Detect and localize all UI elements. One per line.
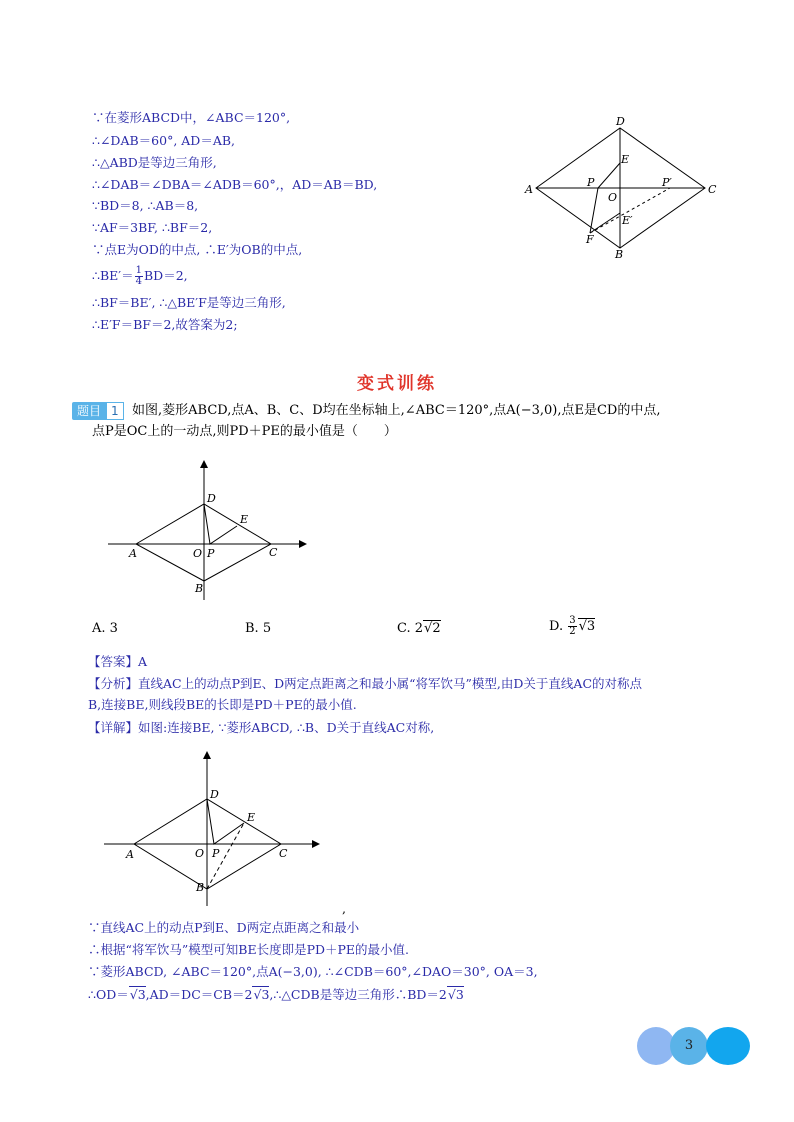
section-heading: 变式训练 (357, 374, 437, 394)
solution-line: ∵AF＝3BF, ∴BF＝2, (92, 220, 213, 235)
option-c[interactable] (397, 620, 441, 638)
stray-comma: , (342, 901, 346, 916)
question-line: 点P是OC上的一动点,则PD＋PE的最小值是（ ） (92, 424, 397, 439)
solution-line: ∵BD＝8, ∴AB＝8, (92, 198, 199, 213)
label-b: B (196, 881, 205, 894)
solution-line-last (88, 987, 464, 1003)
label-a: A (129, 547, 137, 560)
label-d: D (210, 788, 219, 801)
label-c: C (269, 546, 278, 559)
sqrt-sign: √3 (253, 987, 270, 1002)
label-a: A (126, 848, 134, 861)
label-c: C (708, 183, 717, 196)
solution-line: ∵菱形ABCD, ∠ABC＝120°,点A(−3,0), ∴∠CDB＝60°,∠DAO＝30°, OA＝3, (88, 964, 538, 979)
segment-fe2 (590, 213, 620, 233)
sqrt-sign: √3 (578, 619, 596, 634)
label-p: P (212, 847, 220, 860)
label-b: B (615, 248, 624, 261)
option-b[interactable]: B. 5 (245, 621, 272, 636)
sqrt-sign: √2 (424, 621, 441, 636)
solution-line: ∵在菱形ABCD中，∠ABC＝120°, (92, 110, 291, 125)
solution-line-fraction (92, 266, 188, 287)
analysis-line: 【分析】直线AC上的动点P到E、D两定点距离之和最小属“将军饮马”模型,由D关于直线AC的对称点 (88, 676, 643, 691)
fraction (135, 266, 143, 287)
label-f: F (586, 233, 594, 246)
solution-text: ,∴△CDB是等边三角形∴BD＝2 (269, 987, 447, 1002)
path-dpe (204, 504, 237, 544)
label-o: O (608, 191, 618, 204)
fraction-denominator: 2 (569, 626, 576, 637)
fraction (568, 616, 576, 637)
label-a: A (525, 183, 533, 196)
radicand: 2 (432, 621, 441, 636)
page-number: 3 (684, 1038, 694, 1053)
solution-line: ∴根据“将军饮马”模型可知BE长度即是PD＋PE的最小值. (88, 942, 410, 957)
radicand: 3 (137, 987, 146, 1002)
solution-line: ∴E′F＝BF＝2,故答案为2; (92, 317, 238, 332)
circle-decoration (706, 1027, 750, 1065)
question-line: 如图,菱形ABCD,点A、B、C、D均在坐标轴上,∠ABC＝120°,点A(−3,0),点E是CD的中点, (132, 403, 661, 418)
option-d-text: D. (549, 619, 568, 634)
solution-text: ,AD＝DC＝CB＝2 (145, 987, 253, 1002)
radicand: 3 (586, 619, 596, 634)
fraction-denominator: 4 (135, 276, 142, 287)
path-dpe (207, 799, 244, 844)
coordinate-figure-solution (96, 748, 326, 908)
radicand: 3 (455, 987, 464, 1002)
question-badge-label: 题目 (72, 402, 106, 420)
radicand: 3 (261, 987, 270, 1002)
label-d: D (616, 115, 625, 128)
option-d[interactable] (549, 616, 595, 637)
option-c-text: C. 2 (397, 621, 424, 636)
detail-line: 【详解】如图:连接BE, ∵菱形ABCD, ∴B、D关于直线AC对称, (88, 720, 435, 735)
label-e-prime: E′ (622, 214, 633, 227)
fraction-numerator: 1 (135, 265, 142, 276)
sqrt-sign: √3 (129, 987, 146, 1002)
label-d: D (207, 492, 216, 505)
label-p: P (587, 176, 595, 189)
label-b: B (195, 582, 204, 595)
rhombus-figure-top (515, 115, 725, 265)
question-badge-number: 1 (106, 402, 124, 420)
solution-line: ∴△ABD是等边三角形, (92, 155, 217, 170)
label-p-prime: P′ (662, 176, 672, 189)
coordinate-figure (100, 455, 320, 603)
label-o: O (195, 847, 205, 860)
label-e: E (247, 811, 256, 824)
answer-line: 【答案】A (88, 654, 148, 669)
solution-line: ∵直线AC上的动点P到E、D两定点距离之和最小 (88, 920, 360, 935)
label-p: P (207, 547, 215, 560)
question-badge (72, 402, 124, 420)
solution-line: ∴∠DAB＝60°, AD＝AB, (92, 133, 235, 148)
solution-text: ∴BE′＝ (92, 268, 134, 283)
label-o: O (193, 547, 203, 560)
label-e: E (621, 153, 630, 166)
sqrt-sign: √3 (447, 987, 464, 1002)
solution-line: ∴∠DAB＝∠DBA＝∠ADB＝60°,，AD＝AB＝BD, (92, 177, 378, 192)
label-c: C (279, 847, 288, 860)
fraction-numerator: 3 (569, 615, 576, 626)
analysis-line: B,连接BE,则线段BE的长即是PD＋PE的最小值. (88, 697, 357, 712)
option-a[interactable]: A. 3 (92, 621, 118, 636)
solution-text: ∴OD＝ (88, 987, 129, 1002)
solution-line: ∴BF＝BE′, ∴△BE′F是等边三角形, (92, 295, 286, 310)
label-e: E (240, 513, 249, 526)
solution-text: BD＝2, (143, 268, 188, 283)
solution-line: ∵点E为OD的中点, ∴E′为OB的中点, (92, 242, 303, 257)
